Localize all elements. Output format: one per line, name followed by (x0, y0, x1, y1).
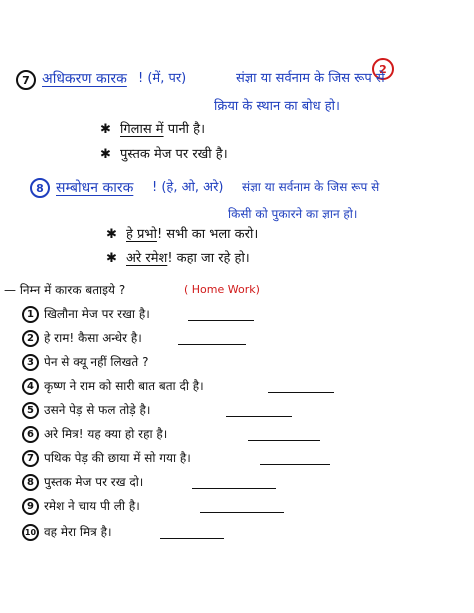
exercise-sentence: वह मेरा मित्र है। (44, 525, 112, 539)
exercise-sentence: रमेश ने चाय पी ली है। (44, 499, 140, 513)
section7-definition-line2: क्रिया के स्थान का बोध हो। (214, 99, 340, 114)
exercise-number-badge (22, 426, 39, 443)
exercise-number: 10 (24, 528, 37, 537)
exercise-number: 3 (27, 357, 34, 368)
exercise-number: 9 (27, 501, 34, 512)
star-icon: ✱ (106, 227, 117, 242)
exercise-sentence: पथिक पेड़ की छाया में सो गया है। (44, 451, 191, 465)
section7-example-1 (120, 123, 205, 136)
exercise-number: 2 (27, 333, 34, 344)
exercise-sentence: पुस्तक मेज पर रख दो। (44, 475, 144, 489)
page-number: 2 (379, 62, 387, 76)
answer-blank-line[interactable] (260, 464, 330, 465)
star-icon: ✱ (100, 122, 111, 137)
example-rest: पानी है। (163, 122, 205, 137)
answer-blank-line[interactable] (192, 488, 276, 489)
exercise-number-badge (22, 378, 39, 395)
example-rest: ! सभी का भला करो। (156, 227, 259, 242)
exercise-number-badge (22, 354, 39, 371)
example-rest: पुस्तक मेज पर रखी है। (120, 147, 228, 162)
exercise-sentence: उसने पेड़ से फल तोड़े है। (44, 403, 151, 417)
answer-blank-line[interactable] (248, 440, 320, 441)
section7-markers: ! (में, पर) (138, 71, 187, 86)
exercise-sentence: कृष्ण ने राम को सारी बात बता दी है। (44, 379, 204, 393)
exercise-number-badge (22, 498, 39, 515)
section8-definition-line1: संज्ञा या सर्वनाम के जिस रूप से (242, 180, 380, 194)
example-underlined: हे प्रभो (126, 227, 157, 242)
answer-blank-line[interactable] (268, 392, 334, 393)
answer-blank-line[interactable] (226, 416, 292, 417)
example-underlined: गिलास में (120, 122, 164, 137)
exercise-instruction: — निम्न में कारक बताइये ? (4, 283, 126, 297)
section8-definition-line2: किसी को पुकारने का ज्ञान हो। (228, 207, 358, 221)
exercise-number-badge (22, 402, 39, 419)
section8-example-1 (126, 228, 258, 241)
exercise-number-badge (22, 450, 39, 467)
exercise-number: 5 (27, 405, 34, 416)
exercise-number: 6 (27, 429, 34, 440)
exercise-sentence: पेन से क्यू नहीं लिखते ? (44, 355, 149, 369)
answer-blank-line[interactable] (178, 344, 246, 345)
section8-markers: ! (हे, ओ, अरे) (152, 180, 224, 195)
exercise-number: 7 (27, 453, 34, 464)
answer-blank-line[interactable] (160, 538, 224, 539)
exercise-number-badge (22, 306, 39, 323)
section8-number-badge (30, 178, 50, 198)
section8-heading: सम्बोधन कारक (56, 180, 134, 196)
exercise-sentence: हे राम! कैसा अन्धेर है। (44, 331, 142, 345)
section7-number-badge (16, 70, 36, 90)
homework-label: ( Home Work) (184, 283, 260, 296)
section7-heading: अधिकरण कारक (42, 71, 127, 87)
example-underlined: अरे रमेश (126, 251, 168, 266)
section7-definition-line1: संज्ञा या सर्वनाम के जिस रूप से (236, 71, 385, 86)
exercise-number-badge (22, 330, 39, 347)
exercise-number-badge (22, 474, 39, 491)
exercise-number: 4 (27, 381, 34, 392)
star-icon: ✱ (100, 147, 111, 162)
exercise-number: 1 (27, 309, 34, 320)
section7-number: 7 (22, 73, 30, 87)
exercise-sentence: खिलौना मेज पर रखा है। (44, 307, 150, 321)
answer-blank-line[interactable] (188, 320, 254, 321)
exercise-number: 8 (27, 477, 34, 488)
exercise-sentence: अरे मित्र! यह क्या हो रहा है। (44, 427, 168, 441)
section8-example-2 (126, 252, 250, 265)
star-icon: ✱ (106, 251, 117, 266)
section7-example-2 (120, 148, 228, 161)
section8-number: 8 (36, 181, 44, 195)
example-rest: ! कहा जा रहे हो। (167, 251, 250, 266)
exercise-number-badge (22, 524, 39, 541)
answer-blank-line[interactable] (200, 512, 284, 513)
